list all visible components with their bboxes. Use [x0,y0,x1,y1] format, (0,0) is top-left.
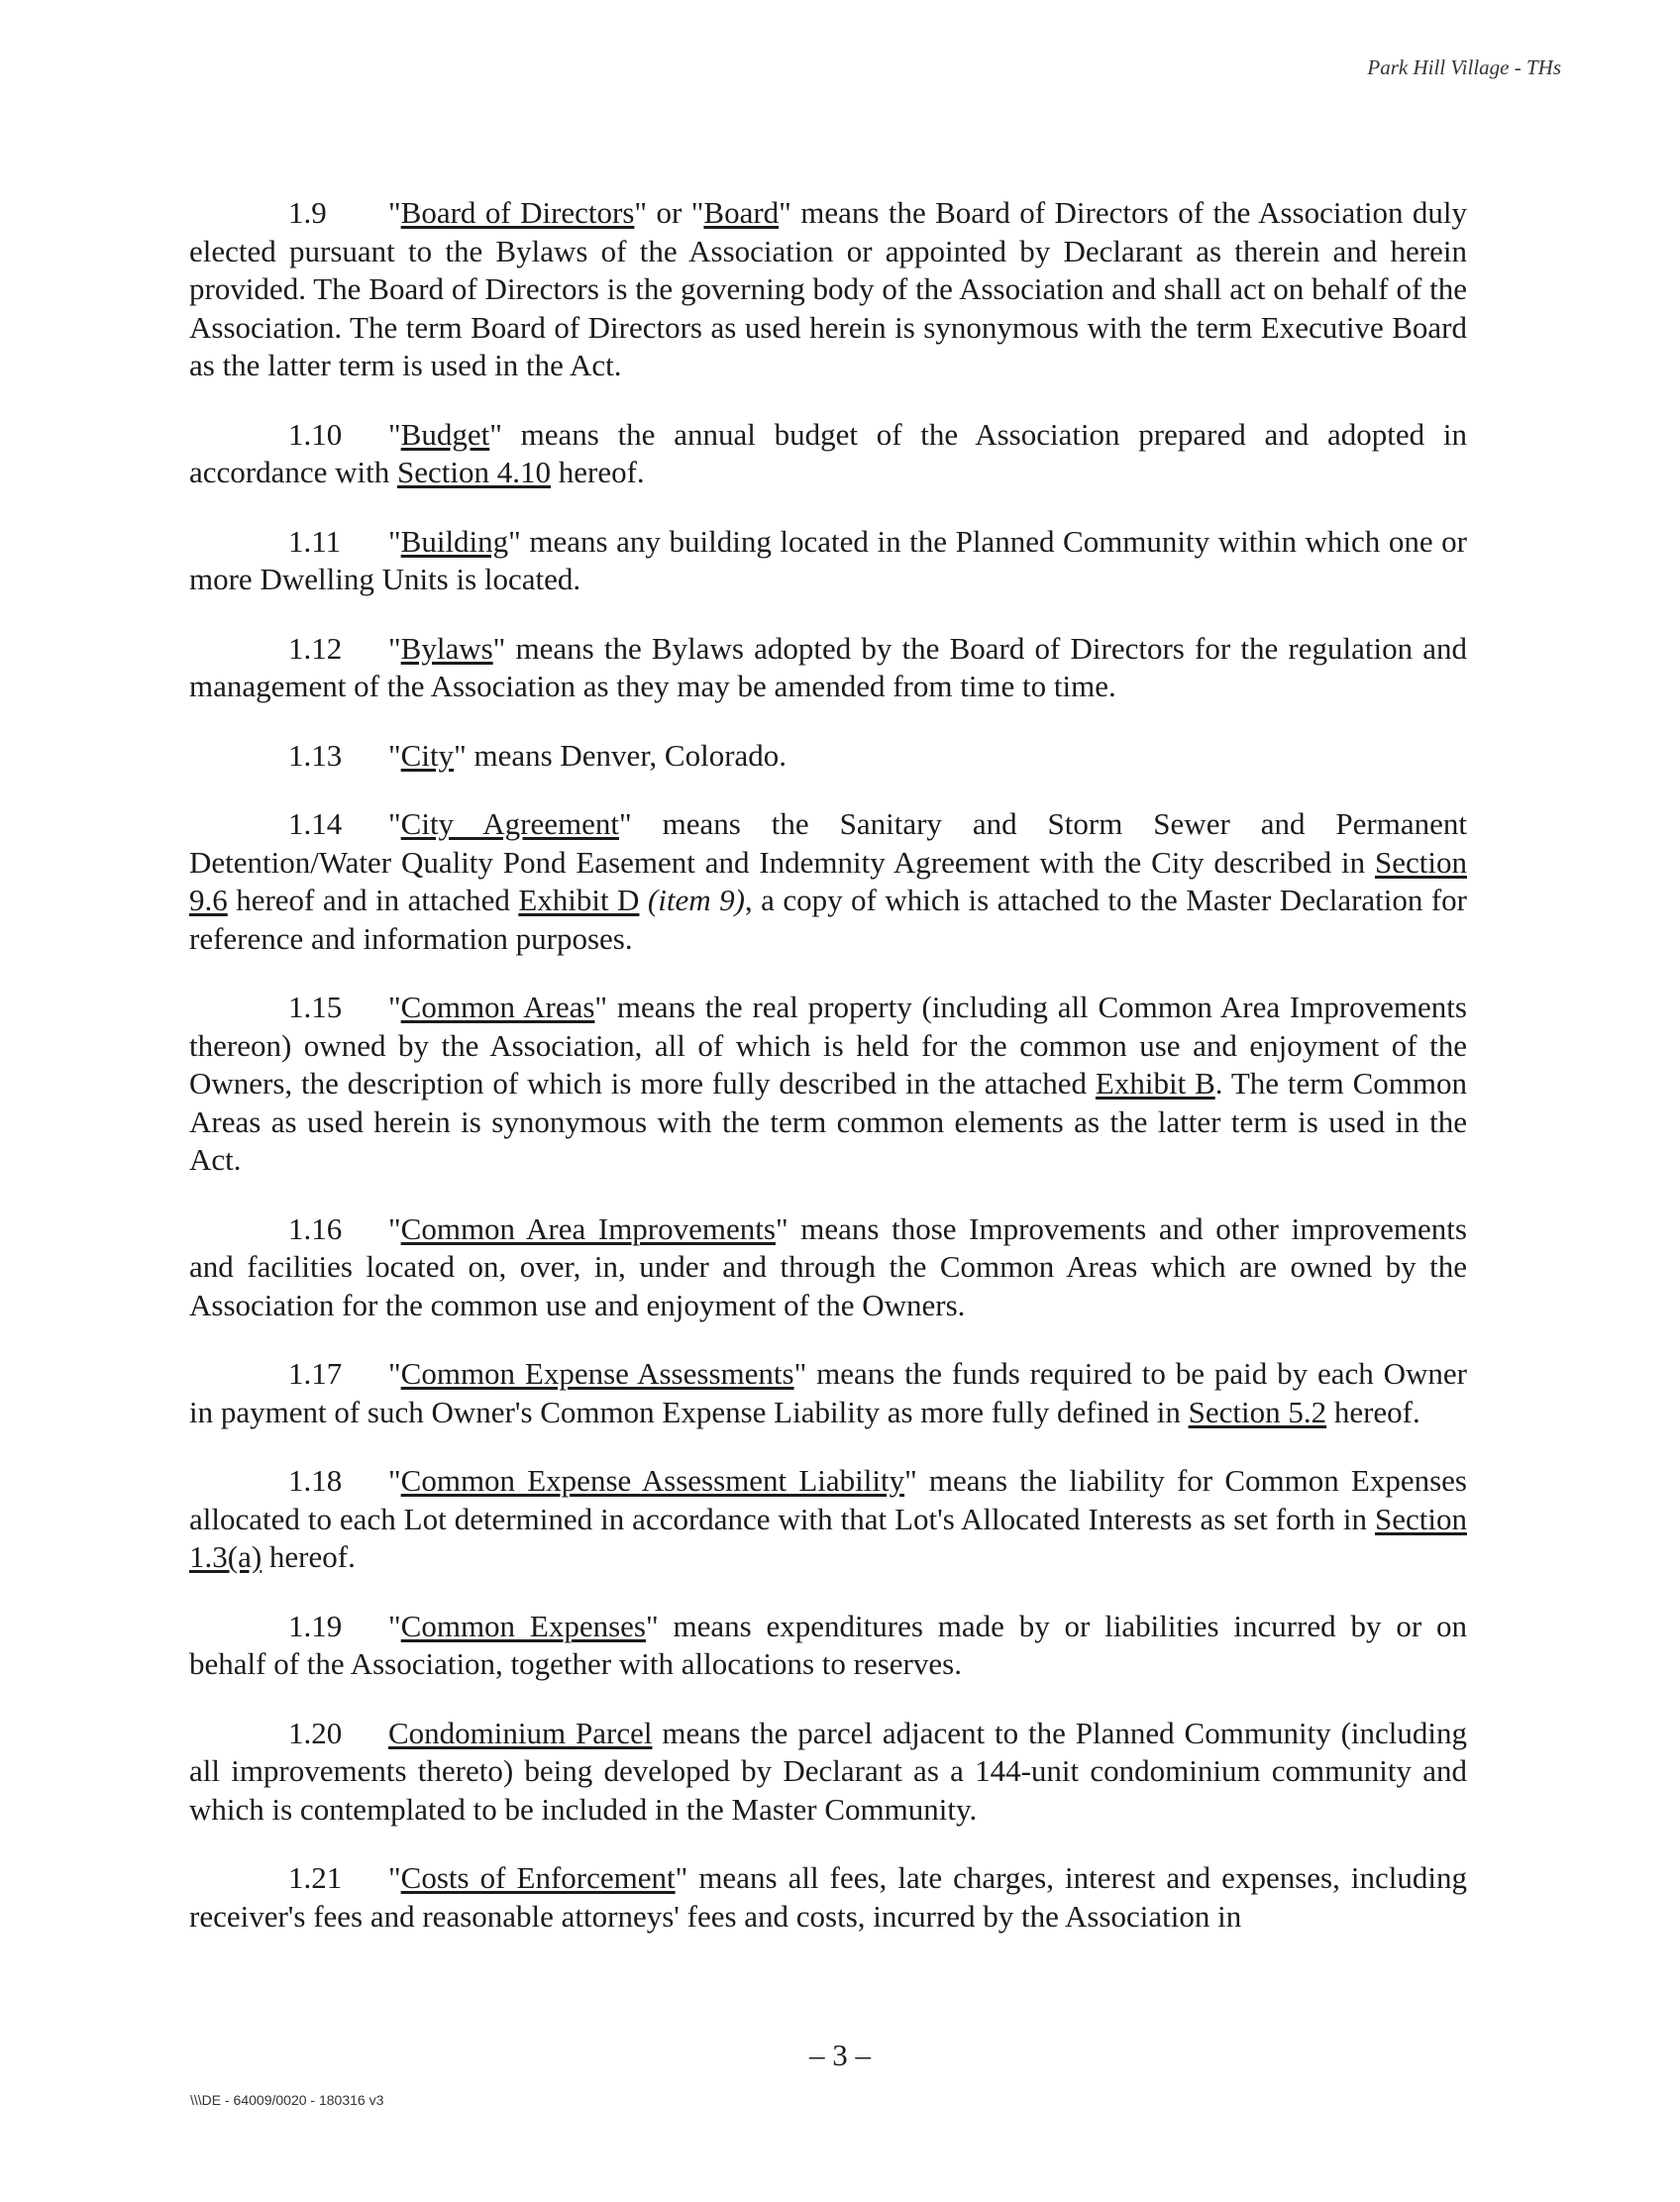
defined-term: Costs of Enforcement [400,1860,676,1895]
defined-term: Bylaws [400,630,493,666]
section-number: 1.21 [288,1860,343,1895]
definition-text: hereof. [1326,1394,1420,1429]
definition-text: " [388,1860,401,1895]
definition-paragraph [189,989,1467,1180]
definition-text: " means the liability for Common Expenses allocated to each Lot determined in accordance with that Lot's Allocated Interests as set forth in [189,1463,1467,1536]
running-header: Park Hill Village - THs [1367,55,1561,79]
definition-paragraph [189,1210,1467,1325]
definition-text: . The term Common Areas as used herein is synonymous with the term common elements as the latter term is used in the Act. [189,1066,1467,1177]
definition-text: " means the real property (including all Common Area Improvements thereon) owned by the Association, all of which is held for the common use and enjoyment of the Owners, the description of which is more fully described in the attached [189,990,1467,1101]
definition-text [639,883,647,917]
definition-text: " [388,806,401,841]
defined-term: City [400,737,455,773]
definition-text: " [388,990,401,1024]
definition-paragraph [189,194,1467,385]
definition-paragraph [189,1608,1467,1684]
defined-term: Condominium Parcel [388,1715,653,1750]
definition-paragraph [189,1859,1467,1936]
defined-term: Building [400,523,509,559]
definition-text: hereof. [262,1539,356,1574]
definition-text: " [388,1210,401,1246]
section-number: 1.10 [288,416,343,452]
definition-paragraph [189,737,1467,776]
definition-paragraph [189,1462,1467,1577]
defined-term: Common Area Improvements [400,1210,776,1246]
definition-text: " means any building located in the Planned Community within which one or more Dwelling Units is located. [189,523,1467,596]
page-number: – 3 – [809,2038,871,2072]
definition-text: " [388,195,401,230]
section-number: 1.18 [288,1463,343,1498]
defined-term: Section 9.6 [189,844,1467,917]
definition-text: " means the funds required to be paid by each Owner in payment of such Owner's Common Expense Liability as more fully defined in [189,1356,1467,1429]
definition-text: " means those Improvements and other improvements and facilities located on, over, in, under and through the Common Areas which are owned by the Association for the common use and enjoyment of the Owners. [189,1210,1467,1322]
defined-term: Common Expenses [400,1608,646,1643]
definition-text: " or " [634,195,704,230]
definition-text: , a copy of which is attached to the Master Declaration for reference and information purposes. [189,883,1467,956]
section-number: 1.13 [288,737,343,773]
defined-term: Common Expense Assessments [400,1356,794,1391]
section-number: 1.9 [288,195,327,230]
section-number: 1.15 [288,990,343,1024]
definition-paragraph [189,1355,1467,1431]
definition-text: " means the Bylaws adopted by the Board of Directors for the regulation and management of the Association as they may be amended from time to time. [189,630,1467,703]
defined-term: City Agreement [400,806,620,841]
definition-text: hereof. [551,455,645,489]
section-number: 1.11 [288,523,342,559]
section-number: 1.16 [288,1210,343,1246]
definition-paragraph [189,805,1467,958]
defined-term: Board of Directors [400,195,635,230]
definition-text: " means all fees, late charges, interest and expenses, including receiver's fees and reasonable attorneys' fees and costs, incurred by the Association in [189,1860,1467,1934]
definition-text: " [388,1356,401,1391]
definition-text: " [388,523,401,559]
definition-text: " means Denver, Colorado. [454,737,788,773]
definition-paragraph [189,630,1467,706]
definitions-list [189,194,1467,1966]
definition-text: " means expenditures made by or liabilities incurred by or on behalf of the Association, together with allocations to reserves. [189,1608,1467,1681]
defined-term: Section 4.10 [397,455,551,489]
definition-text: " [388,416,401,452]
defined-term: Budget [400,416,490,452]
definition-text: hereof and in attached [227,883,519,917]
definition-text: " [388,1463,401,1498]
definition-text: " [388,737,401,773]
section-number: 1.12 [288,630,343,666]
defined-term: Section 5.2 [1188,1394,1327,1429]
defined-term: Common Areas [400,990,595,1024]
defined-term: Exhibit D [518,883,640,917]
definition-paragraph [189,416,1467,492]
definition-text: " means the Board of Directors of the Association duly elected pursuant to the Bylaws of the Association or appointed by Declarant as therein and herein provided. The Board of Directors is the governing body of the Association and shall act on behalf of the Association. The term Board of Directors as used herein is synonymous with the term Executive Board as the latter term is used in the Act. [189,195,1467,382]
section-number: 1.17 [288,1356,343,1391]
definition-paragraph [189,1715,1467,1830]
definition-text: " [388,630,401,666]
definition-text: " means the Sanitary and Storm Sewer and Permanent Detention/Water Quality Pond Easement and Indemnity Agreement with the City described in [189,806,1468,880]
italic-reference: (item 9) [647,883,745,917]
definition-text: means the parcel adjacent to the Planned Community (including all improvements thereto) being developed by Declarant as a 144-unit condominium community and which is contemplated to be included in the Master Community. [189,1715,1467,1827]
section-number: 1.14 [288,806,343,841]
document-code: \\\DE - 64009/0020 - 180316 v3 [190,2092,384,2108]
definition-paragraph [189,523,1467,599]
defined-term: Exhibit B [1095,1066,1215,1101]
defined-term: Board [703,195,780,230]
definition-text: " means the annual budget of the Association prepared and adopted in accordance with [189,416,1467,489]
section-number: 1.20 [288,1715,343,1750]
definition-text: " [388,1608,401,1643]
defined-term: Section 1.3(a) [189,1501,1467,1574]
section-number: 1.19 [288,1608,343,1643]
defined-term: Common Expense Assessment Liability [400,1463,905,1498]
